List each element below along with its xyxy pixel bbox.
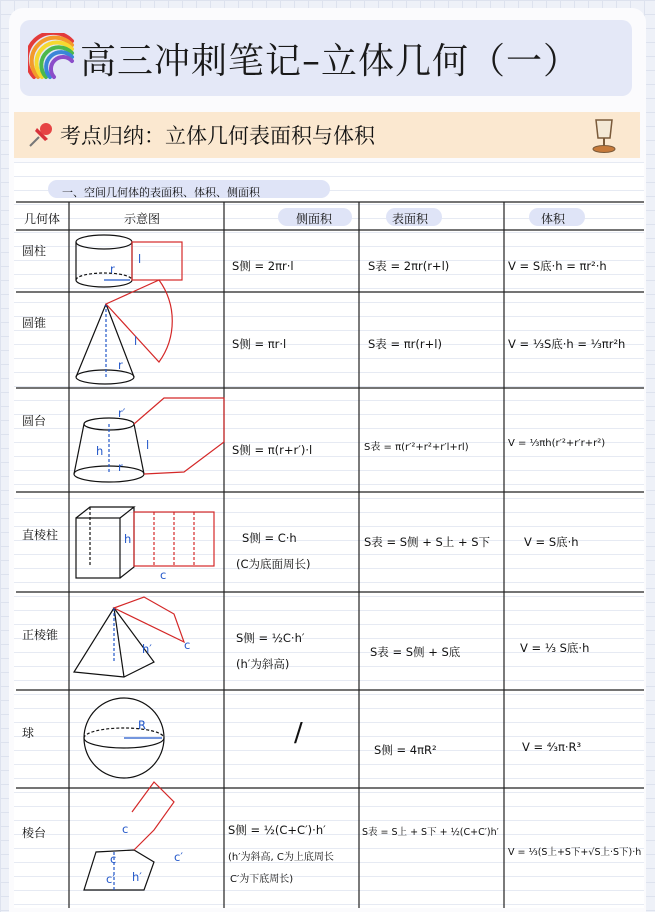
row-name-sphere: 球 [22,726,35,740]
cylinder-label-l: l [138,252,142,266]
pf-lateral-note: (h′为斜高, C为上底周长 [228,852,334,863]
pf-label-c-prime-1: c′ [174,850,183,864]
cone-surface: S表 = πr(r+l) [368,337,442,351]
cylinder-label-r: r [110,262,115,276]
pyramid-lateral-note: (h′为斜高) [236,657,290,671]
prism-diagram [76,507,214,578]
row-name-cylinder: 圆柱 [22,244,47,258]
prism-lateral-note: (C为底面周长) [236,557,311,571]
row-name-frustum: 圆台 [22,414,47,428]
cone-volume: V = ⅓S底·h = ⅓πr²h [508,337,626,351]
cylinder-lateral: S侧 = 2πr·l [232,259,294,273]
sphere-volume: V = ⁴⁄₃π·R³ [522,740,582,754]
pf-label-c-prime-2: c′ [106,872,115,886]
sphere-lateral: / [294,718,303,748]
pyramid-frustum-diagram [84,782,174,890]
col-header-lateral: 侧面积 [296,212,333,226]
col-header-surface: 表面积 [392,212,429,226]
prism-lateral: S侧 = C·h [242,531,297,545]
pf-label-c-1: c [122,822,129,836]
frustum-volume: V = ⅓πh(r′²+r′r+r²) [508,438,606,449]
pf-surface: S表 = S上 + S下 + ½(C+C′)h′ [362,827,499,838]
section-heading: 一、空间几何体的表面积、体积、侧面积 [62,186,260,199]
title-banner [20,20,632,96]
prism-label-c: c [160,568,167,582]
pyramid-label-c: c [184,638,191,652]
cylinder-surface: S表 = 2πr(r+l) [368,259,450,273]
pyramid-label-h-prime: h′ [142,642,152,656]
pf-volume: V = ⅓(S上+S下+√S上·S下)·h [508,847,642,858]
prism-volume: V = S底·h [524,535,579,549]
rainbow-icon [28,33,78,83]
prism-surface: S表 = S侧 + S上 + S下 [364,535,491,549]
page-title: 高三冲刺笔记–立体几何（一） [80,40,581,82]
col-header-volume: 体积 [541,212,566,226]
subtitle: 考点归纳：立体几何表面积与体积 [60,124,375,148]
pyramid-surface: S表 = S侧 + S底 [370,645,461,659]
cylinder-diagram [76,235,182,287]
frustum-label-l: l [146,438,150,452]
pushpin-icon [26,120,56,150]
row-name-cone: 圆锥 [22,316,47,330]
pyramid-lateral: S侧 = ½C·h′ [236,631,305,645]
frustum-label-r: r [118,460,123,474]
row-name-frustum-pyramid: 棱台 [22,826,47,840]
col-header-shape: 几何体 [24,212,61,226]
row-name-pyramid: 正棱锥 [22,628,59,642]
desk-lamp-icon [588,116,622,154]
pf-lateral: S侧 = ½(C+C′)·h′ [228,823,326,837]
frustum-label-h: h [96,444,104,458]
cone-lateral: S侧 = πr·l [232,337,287,351]
cylinder-volume: V = S底·h = πr²·h [508,259,607,273]
prism-label-h: h [124,532,132,546]
pyramid-diagram [74,597,184,677]
cone-label-l: l [134,334,138,348]
pf-label-h-prime: h′ [132,870,142,884]
cone-diagram [76,280,172,384]
frustum-surface: S表 = π(r′²+r²+r′l+rl) [364,442,469,453]
frustum-label-r-prime: r′ [118,406,126,420]
pyramid-volume: V = ⅓ S底·h [520,641,590,655]
subtitle-banner [14,112,640,158]
col-header-diagram: 示意图 [124,212,161,226]
notes-table-area [14,162,644,908]
cone-label-r: r [118,358,123,372]
frustum-lateral: S侧 = π(r+r′)·l [232,443,313,457]
pf-label-c-2: c [110,852,117,866]
row-name-prism: 直棱柱 [22,528,59,542]
pf-lateral-note-2: C′为下底周长) [230,874,294,885]
sphere-surface: S侧 = 4πR² [374,743,437,757]
sphere-diagram [84,698,164,778]
sphere-label-R: R [138,718,146,732]
